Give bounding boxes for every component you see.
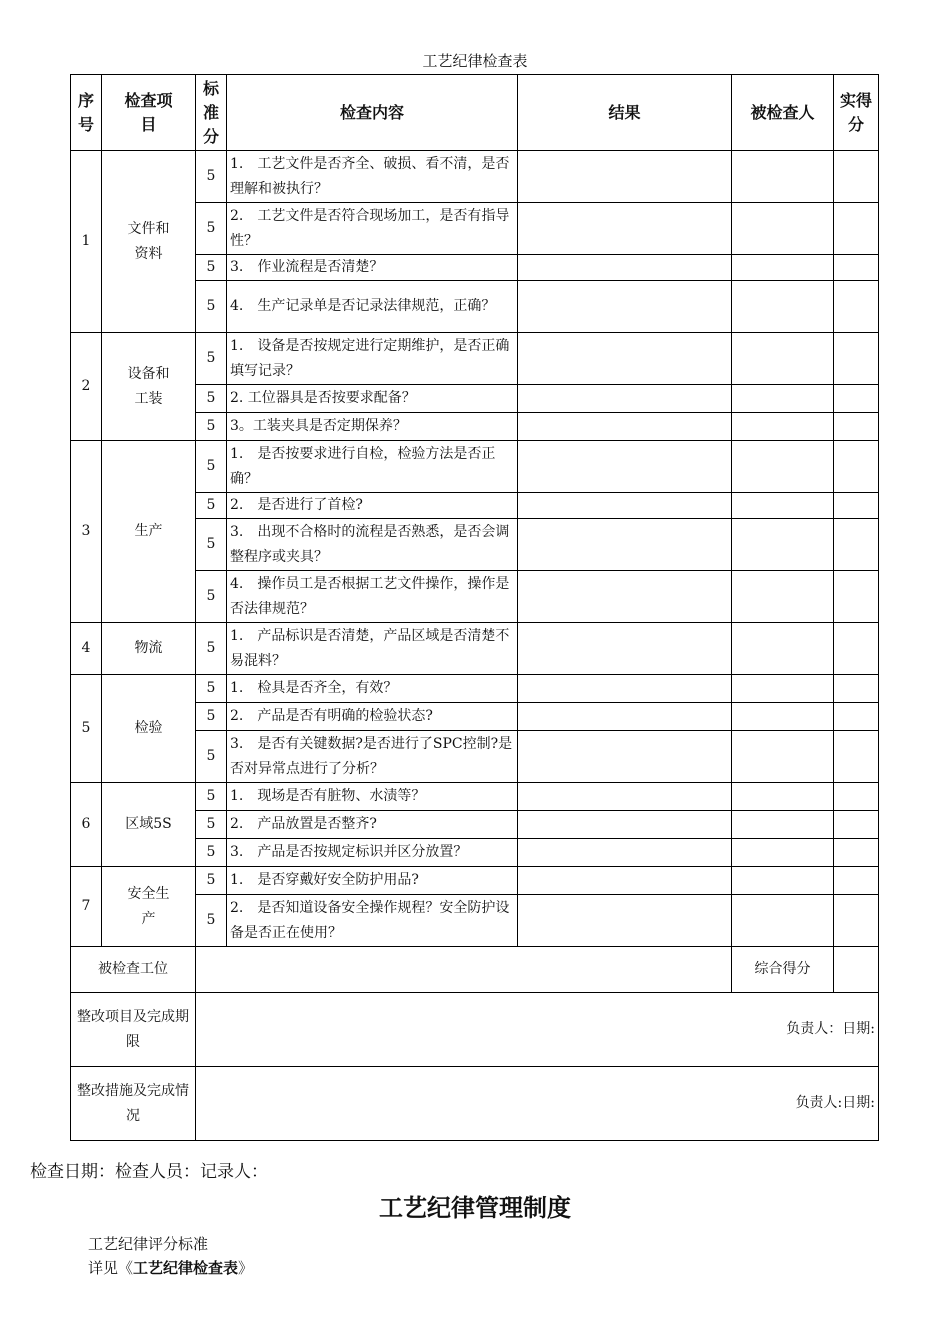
check-content-cell: 2. 工艺文件是否符合现场加工，是否有指导性？ xyxy=(227,203,518,255)
result-cell[interactable] xyxy=(518,703,732,731)
inspectee-cell[interactable] xyxy=(732,839,834,867)
actual-score-cell[interactable] xyxy=(834,783,879,811)
check-content-cell: 1. 现场是否有脏物、水渍等？ xyxy=(227,783,518,811)
inspectee-cell[interactable] xyxy=(732,413,834,441)
standard-score-cell: 5 xyxy=(196,867,227,895)
result-cell[interactable] xyxy=(518,333,732,385)
inspectee-cell[interactable] xyxy=(732,783,834,811)
rectify-items-row xyxy=(71,993,879,1067)
result-cell[interactable] xyxy=(518,413,732,441)
document-title: 工艺纪律检查表 xyxy=(422,52,528,70)
check-item-cell: 检验 xyxy=(102,675,196,783)
result-cell[interactable] xyxy=(518,255,732,281)
table-row xyxy=(71,333,879,385)
inspectee-cell[interactable] xyxy=(732,493,834,519)
total-score-value[interactable] xyxy=(834,947,879,993)
header-seq: 序号 xyxy=(71,75,102,151)
seq-cell: 6 xyxy=(71,783,102,867)
result-cell[interactable] xyxy=(518,623,732,675)
inspectee-cell[interactable] xyxy=(732,703,834,731)
check-content-cell: 3. 是否有关键数据?是否进行了SPC控制?是否对异常点进行了分析？ xyxy=(227,731,518,783)
result-cell[interactable] xyxy=(518,203,732,255)
actual-score-cell[interactable] xyxy=(834,493,879,519)
result-cell[interactable] xyxy=(518,493,732,519)
inspectee-cell[interactable] xyxy=(732,623,834,675)
check-content-cell: 2. 产品放置是否整齐? xyxy=(227,811,518,839)
standard-score-cell: 5 xyxy=(196,441,227,493)
result-cell[interactable] xyxy=(518,839,732,867)
standard-label: 工艺纪律评分标准 xyxy=(88,1235,209,1253)
check-content-cell: 1. 设备是否按规定进行定期维护，是否正确填写记录？ xyxy=(227,333,518,385)
actual-score-cell[interactable] xyxy=(834,203,879,255)
inspectee-cell[interactable] xyxy=(732,203,834,255)
result-cell[interactable] xyxy=(518,281,732,333)
result-cell[interactable] xyxy=(518,731,732,783)
header-score: 实得分 xyxy=(834,75,879,151)
rectify-measures-row xyxy=(71,1067,879,1141)
actual-score-cell[interactable] xyxy=(834,151,879,203)
actual-score-cell[interactable] xyxy=(834,623,879,675)
total-score-label: 综合得分 xyxy=(732,947,834,993)
section-title: 工艺纪律管理制度 xyxy=(379,1194,571,1222)
inspectee-cell[interactable] xyxy=(732,895,834,947)
check-content-cell: 1. 检具是否齐全，有效？ xyxy=(227,675,518,703)
result-cell[interactable] xyxy=(518,571,732,623)
seq-cell: 1 xyxy=(71,151,102,333)
check-content-cell: 1. 产品标识是否清楚，产品区域是否清楚不易混料？ xyxy=(227,623,518,675)
inspectee-cell[interactable] xyxy=(732,519,834,571)
actual-score-cell[interactable] xyxy=(834,571,879,623)
rectify-measures-sign[interactable]: 负责人:日期: xyxy=(196,1067,879,1141)
table-row xyxy=(71,623,879,675)
actual-score-cell[interactable] xyxy=(834,519,879,571)
inspectee-cell[interactable] xyxy=(732,281,834,333)
inspectee-cell[interactable] xyxy=(732,675,834,703)
check-content-cell: 2. 是否知道设备安全操作规程？安全防护设备是否正在使用？ xyxy=(227,895,518,947)
inspectee-cell[interactable] xyxy=(732,571,834,623)
standard-score-cell: 5 xyxy=(196,493,227,519)
standard-score-cell: 5 xyxy=(196,783,227,811)
check-content-cell: 1. 工艺文件是否齐全、破损、看不清，是否理解和被执行？ xyxy=(227,151,518,203)
inspection-table xyxy=(70,74,879,1141)
actual-score-cell[interactable] xyxy=(834,441,879,493)
standard-reference xyxy=(88,1257,253,1278)
actual-score-cell[interactable] xyxy=(834,867,879,895)
inspection-footer: 检查日期：检查人员：记录人： xyxy=(30,1162,268,1182)
actual-score-cell[interactable] xyxy=(834,255,879,281)
standard-score-cell: 5 xyxy=(196,731,227,783)
result-cell[interactable] xyxy=(518,867,732,895)
standard-reference-suffix: 》 xyxy=(238,1259,254,1277)
header-content: 检查内容 xyxy=(227,75,518,151)
standard-score-cell: 5 xyxy=(196,623,227,675)
actual-score-cell[interactable] xyxy=(834,703,879,731)
station-row xyxy=(71,947,879,993)
actual-score-cell[interactable] xyxy=(834,731,879,783)
standard-score-cell: 5 xyxy=(196,519,227,571)
standard-score-cell: 5 xyxy=(196,895,227,947)
table-row xyxy=(71,867,879,895)
check-content-cell: 2. 产品是否有明确的检验状态? xyxy=(227,703,518,731)
check-item-cell: 区域5S xyxy=(102,783,196,867)
actual-score-cell[interactable] xyxy=(834,281,879,333)
standard-reference-prefix: 详见《 xyxy=(88,1259,134,1277)
inspectee-cell[interactable] xyxy=(732,731,834,783)
rectify-items-sign[interactable]: 负责人：日期: xyxy=(196,993,879,1067)
header-item: 检查项目 xyxy=(102,75,196,151)
standard-score-cell: 5 xyxy=(196,839,227,867)
standard-score-cell: 5 xyxy=(196,571,227,623)
rectify-measures-label: 整改措施及完成情况 xyxy=(71,1067,196,1141)
standard-score-cell: 5 xyxy=(196,385,227,413)
actual-score-cell[interactable] xyxy=(834,895,879,947)
check-content-cell: 2. 是否进行了首检? xyxy=(227,493,518,519)
seq-cell: 4 xyxy=(71,623,102,675)
standard-score-cell: 5 xyxy=(196,255,227,281)
check-item-cell: 文件和资料 xyxy=(102,151,196,333)
check-item-cell: 设备和工装 xyxy=(102,333,196,441)
table-row xyxy=(71,151,879,203)
actual-score-cell[interactable] xyxy=(834,333,879,385)
check-item-cell: 安全生产 xyxy=(102,867,196,947)
check-item-cell: 生产 xyxy=(102,441,196,623)
inspectee-cell[interactable] xyxy=(732,255,834,281)
header-inspectee: 被检查人 xyxy=(732,75,834,151)
check-content-cell: 4. 生产记录单是否记录法律规范，正确？ xyxy=(227,281,518,333)
header-row xyxy=(71,75,879,151)
table-row xyxy=(71,675,879,703)
check-content-cell: 1. 是否穿戴好安全防护用品? xyxy=(227,867,518,895)
result-cell[interactable] xyxy=(518,811,732,839)
actual-score-cell[interactable] xyxy=(834,811,879,839)
standard-score-cell: 5 xyxy=(196,811,227,839)
standard-reference-name: 工艺纪律检查表 xyxy=(133,1259,239,1277)
rectify-items-label: 整改项目及完成期限 xyxy=(71,993,196,1067)
check-content-cell: 4. 操作员工是否根据工艺文件操作，操作是否法律规范？ xyxy=(227,571,518,623)
result-cell[interactable] xyxy=(518,895,732,947)
table-row xyxy=(71,783,879,811)
check-content-cell: 3。工装夹具是否定期保养？ xyxy=(227,413,518,441)
inspectee-cell[interactable] xyxy=(732,867,834,895)
standard-score-cell: 5 xyxy=(196,151,227,203)
inspectee-cell[interactable] xyxy=(732,151,834,203)
inspectee-cell[interactable] xyxy=(732,441,834,493)
inspectee-cell[interactable] xyxy=(732,385,834,413)
header-result: 结果 xyxy=(518,75,732,151)
station-label: 被检查工位 xyxy=(71,947,196,993)
result-cell[interactable] xyxy=(518,441,732,493)
station-value[interactable] xyxy=(196,947,732,993)
check-content-cell: 3. 作业流程是否清楚？ xyxy=(227,255,518,281)
standard-score-cell: 5 xyxy=(196,675,227,703)
result-cell[interactable] xyxy=(518,675,732,703)
result-cell[interactable] xyxy=(518,783,732,811)
header-std: 标准分 xyxy=(196,75,227,151)
check-content-cell: 1. 是否按要求进行自检，检验方法是否正确？ xyxy=(227,441,518,493)
table-row xyxy=(71,441,879,493)
result-cell[interactable] xyxy=(518,385,732,413)
actual-score-cell[interactable] xyxy=(834,839,879,867)
seq-cell: 5 xyxy=(71,675,102,783)
result-cell[interactable] xyxy=(518,519,732,571)
standard-score-cell: 5 xyxy=(196,203,227,255)
standard-score-cell: 5 xyxy=(196,281,227,333)
standard-score-cell: 5 xyxy=(196,703,227,731)
inspectee-cell[interactable] xyxy=(732,333,834,385)
seq-cell: 2 xyxy=(71,333,102,441)
check-content-cell: 3. 出现不合格时的流程是否熟悉，是否会调整程序或夹具？ xyxy=(227,519,518,571)
standard-score-cell: 5 xyxy=(196,333,227,385)
check-content-cell: 3. 产品是否按规定标识并区分放置？ xyxy=(227,839,518,867)
actual-score-cell[interactable] xyxy=(834,675,879,703)
result-cell[interactable] xyxy=(518,151,732,203)
inspectee-cell[interactable] xyxy=(732,811,834,839)
standard-score-cell: 5 xyxy=(196,413,227,441)
check-item-cell: 物流 xyxy=(102,623,196,675)
seq-cell: 3 xyxy=(71,441,102,623)
check-content-cell: 2. 工位器具是否按要求配备？ xyxy=(227,385,518,413)
seq-cell: 7 xyxy=(71,867,102,947)
actual-score-cell[interactable] xyxy=(834,413,879,441)
actual-score-cell[interactable] xyxy=(834,385,879,413)
